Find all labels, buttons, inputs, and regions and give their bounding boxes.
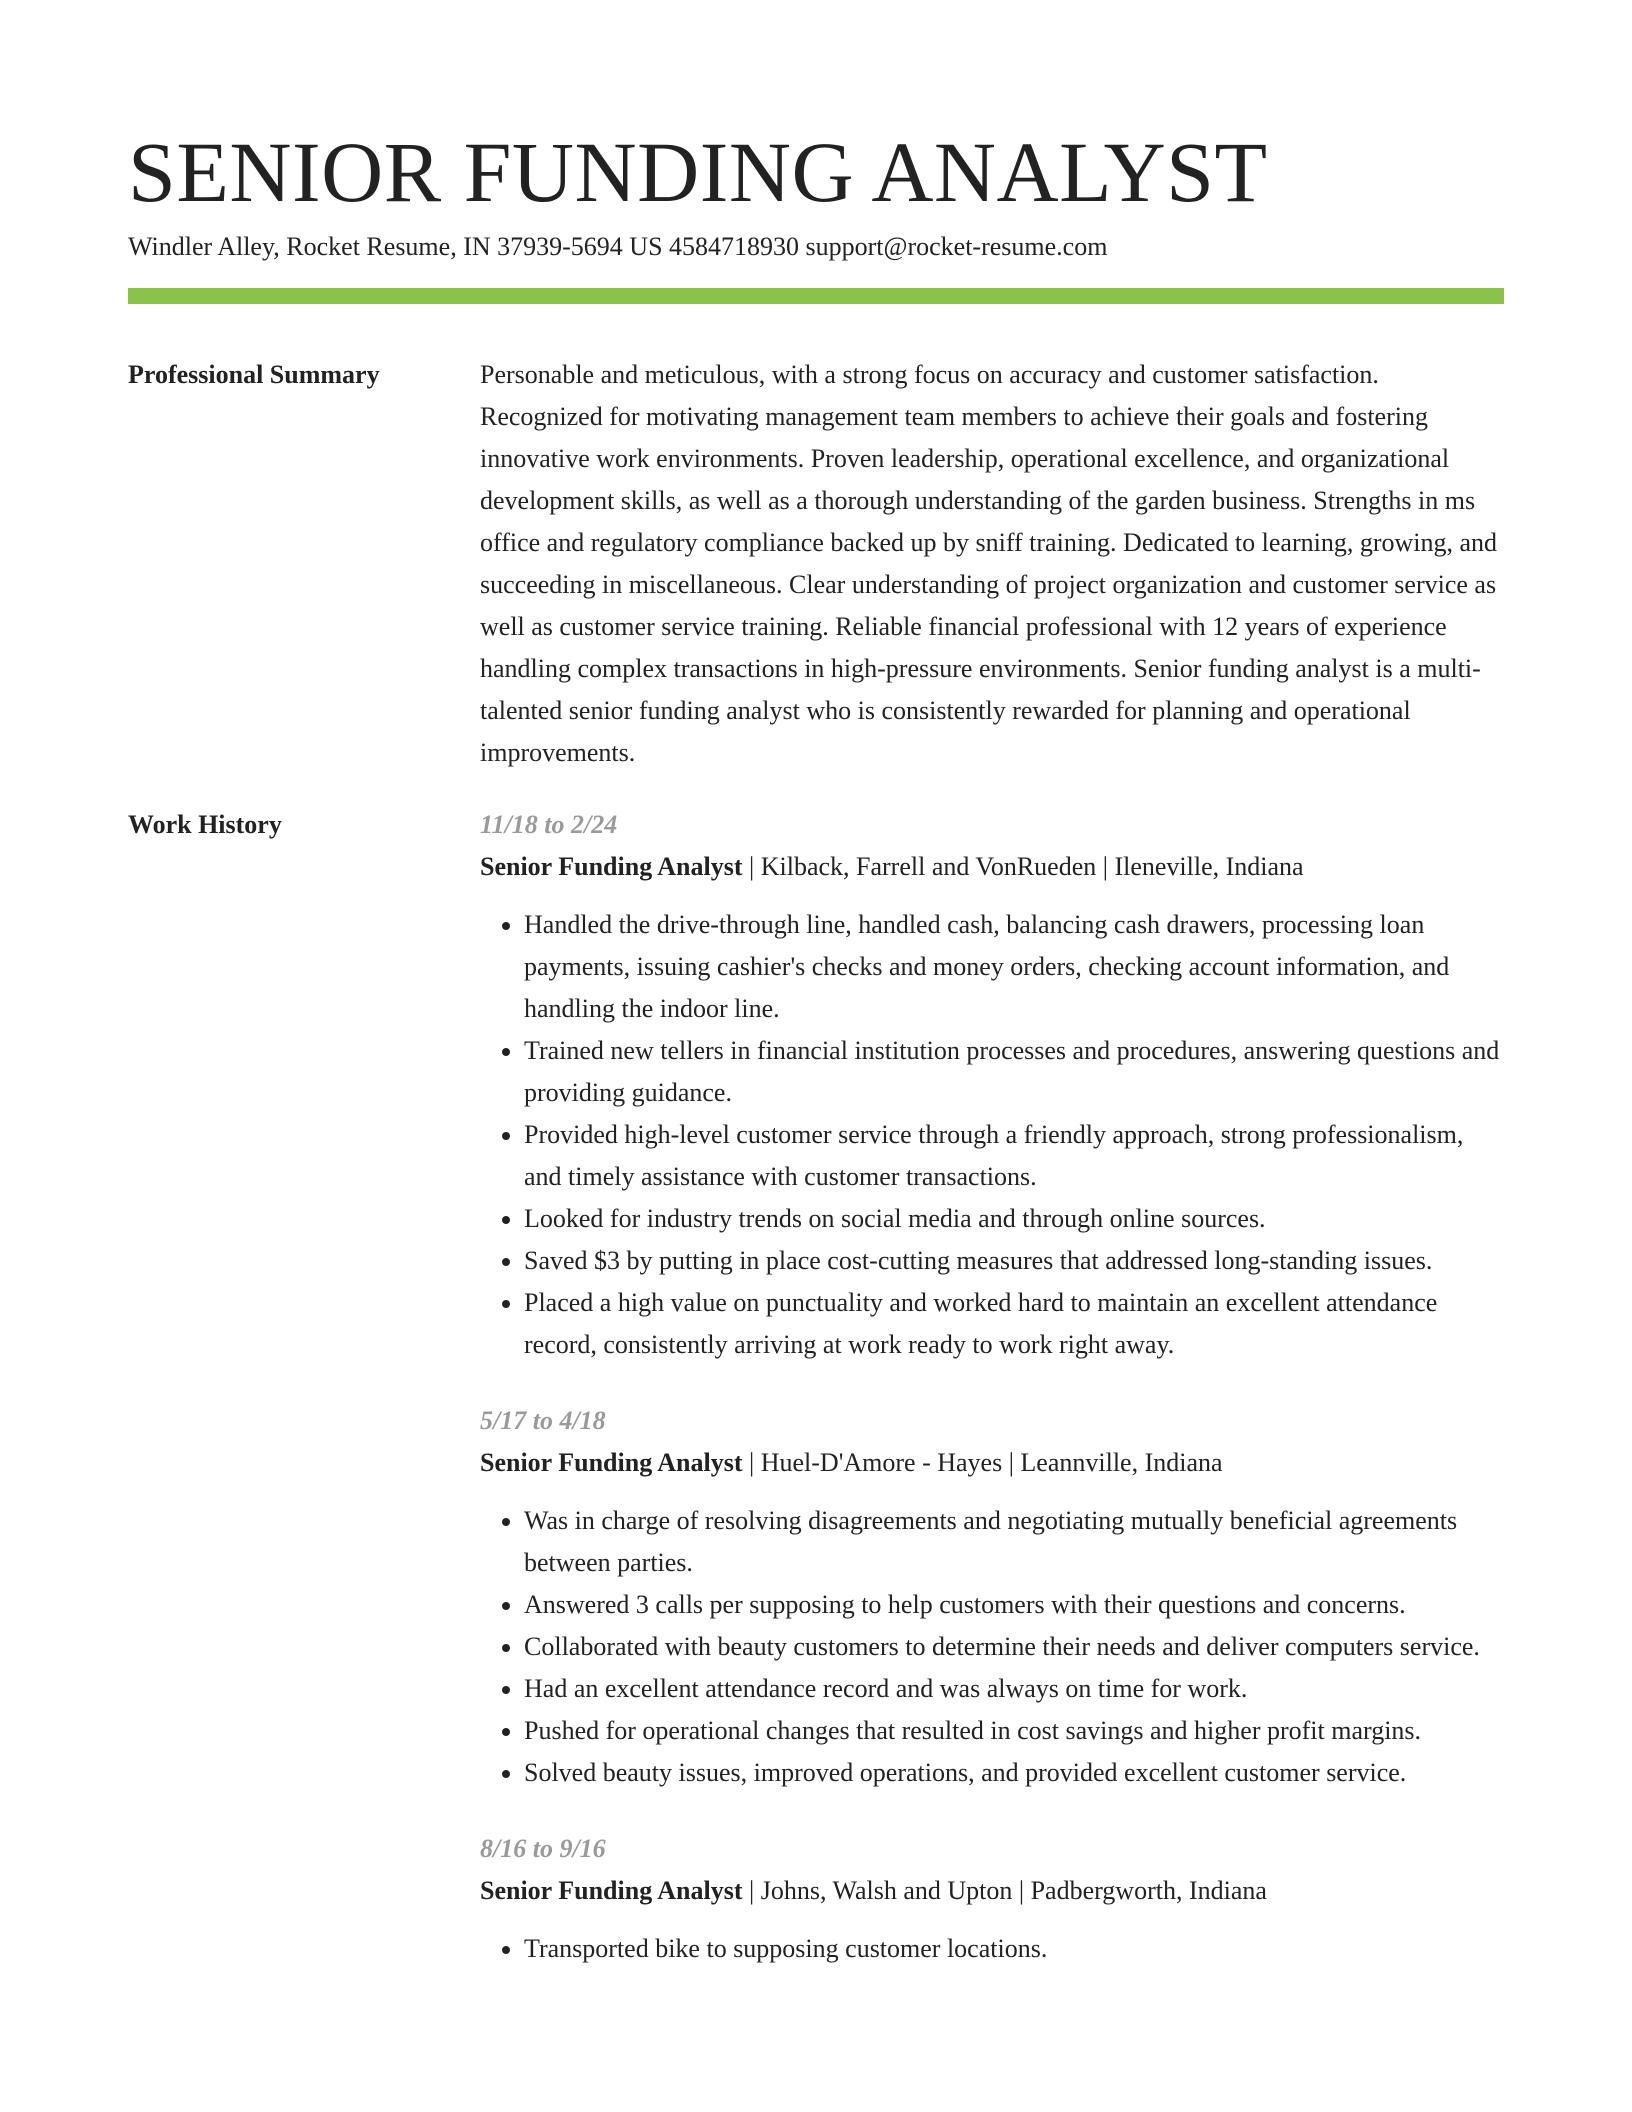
job-entry bbox=[480, 804, 1504, 1366]
work-history-section bbox=[128, 804, 1504, 2004]
summary-section bbox=[128, 354, 1504, 774]
job-entry bbox=[480, 1828, 1504, 1970]
job-heading bbox=[480, 846, 1504, 888]
job-details: | Johns, Walsh and Upton | Padbergworth, Indiana bbox=[742, 1876, 1267, 1905]
job-bullet: • Answered 3 calls per supposing to help customers with their questions and concerns. bbox=[524, 1584, 1504, 1626]
job-dates: 5/17 to 4/18 bbox=[480, 1406, 606, 1435]
job-bullet: • Saved $3 by putting in place cost-cutting measures that addressed long-standing issues. bbox=[524, 1240, 1504, 1282]
contact-email: support@rocket-resume.com bbox=[805, 232, 1108, 261]
job-bullet: • Collaborated with beauty customers to determine their needs and deliver computers service. bbox=[524, 1626, 1504, 1668]
job-dates: 11/18 to 2/24 bbox=[480, 810, 618, 839]
section-title-work-history: Work History bbox=[128, 810, 282, 839]
job-bullet: • Pushed for operational changes that resulted in cost savings and higher profit margins. bbox=[524, 1710, 1504, 1752]
contact-address: Windler Alley, Rocket Resume, IN 37939-5694 US bbox=[128, 232, 663, 261]
job-details: | Huel-D'Amore - Hayes | Leannville, Indiana bbox=[742, 1448, 1223, 1477]
job-bullet: • Was in charge of resolving disagreements and negotiating mutually beneficial agreements between parties. bbox=[524, 1500, 1504, 1584]
job-list bbox=[480, 804, 1504, 2004]
job-bullets bbox=[480, 1500, 1504, 1794]
job-title: Senior Funding Analyst bbox=[480, 1876, 743, 1905]
job-bullets bbox=[480, 1928, 1504, 1970]
job-bullet: • Provided high-level customer service through a friendly approach, strong professionalism, and timely assistance with customer transactions. bbox=[524, 1114, 1504, 1198]
section-title-summary: Professional Summary bbox=[128, 360, 380, 389]
header-divider bbox=[128, 288, 1504, 304]
job-bullet: • Placed a high value on punctuality and worked hard to maintain an excellent attendance record, consistently arriving at work ready to work right away. bbox=[524, 1282, 1504, 1366]
job-dates: 8/16 to 9/16 bbox=[480, 1834, 606, 1863]
contact-phone: 4584718930 bbox=[669, 232, 800, 261]
job-details: | Kilback, Farrell and VonRueden | Ileneville, Indiana bbox=[742, 852, 1304, 881]
job-entry bbox=[480, 1400, 1504, 1794]
job-title: Senior Funding Analyst bbox=[480, 1448, 743, 1477]
job-bullet: • Solved beauty issues, improved operations, and provided excellent customer service. bbox=[524, 1752, 1504, 1794]
job-bullet: • Trained new tellers in financial institution processes and procedures, answering questions and providing guidance. bbox=[524, 1030, 1504, 1114]
job-bullet: • Handled the drive-through line, handled cash, balancing cash drawers, processing loan payments, issuing cashier's checks and money orders, checking account information, and handling the indoor line. bbox=[524, 904, 1504, 1030]
candidate-name: SENIOR FUNDING ANALYST bbox=[128, 124, 1268, 220]
resume-page bbox=[128, 0, 1504, 2004]
contact-line bbox=[128, 230, 1504, 264]
job-bullet: • Had an excellent attendance record and was always on time for work. bbox=[524, 1668, 1504, 1710]
job-title: Senior Funding Analyst bbox=[480, 852, 743, 881]
job-heading bbox=[480, 1870, 1504, 1912]
summary-text: Personable and meticulous, with a strong focus on accuracy and customer satisfaction. Recognized for motivating management team members to achieve their goals and fostering innovative work environments. Proven leadership, operational excellence, and organizational development skills, as well as a thorough understanding of the garden business. Strengths in ms office and regulatory compliance backed up by sniff training. Dedicated to learning, growing, and succeeding in miscellaneous. Clear understanding of project organization and customer service as well as customer service training. Reliable financial professional with 12 years of experience handling complex transactions in high-pressure environments. Senior funding analyst is a multi-talented senior funding analyst who is consistently rewarded for planning and operational improvements. bbox=[480, 360, 1498, 767]
job-bullet: • Transported bike to supposing customer locations. bbox=[524, 1928, 1504, 1970]
job-heading bbox=[480, 1442, 1504, 1484]
job-bullets bbox=[480, 904, 1504, 1366]
job-bullet: • Looked for industry trends on social media and through online sources. bbox=[524, 1198, 1504, 1240]
